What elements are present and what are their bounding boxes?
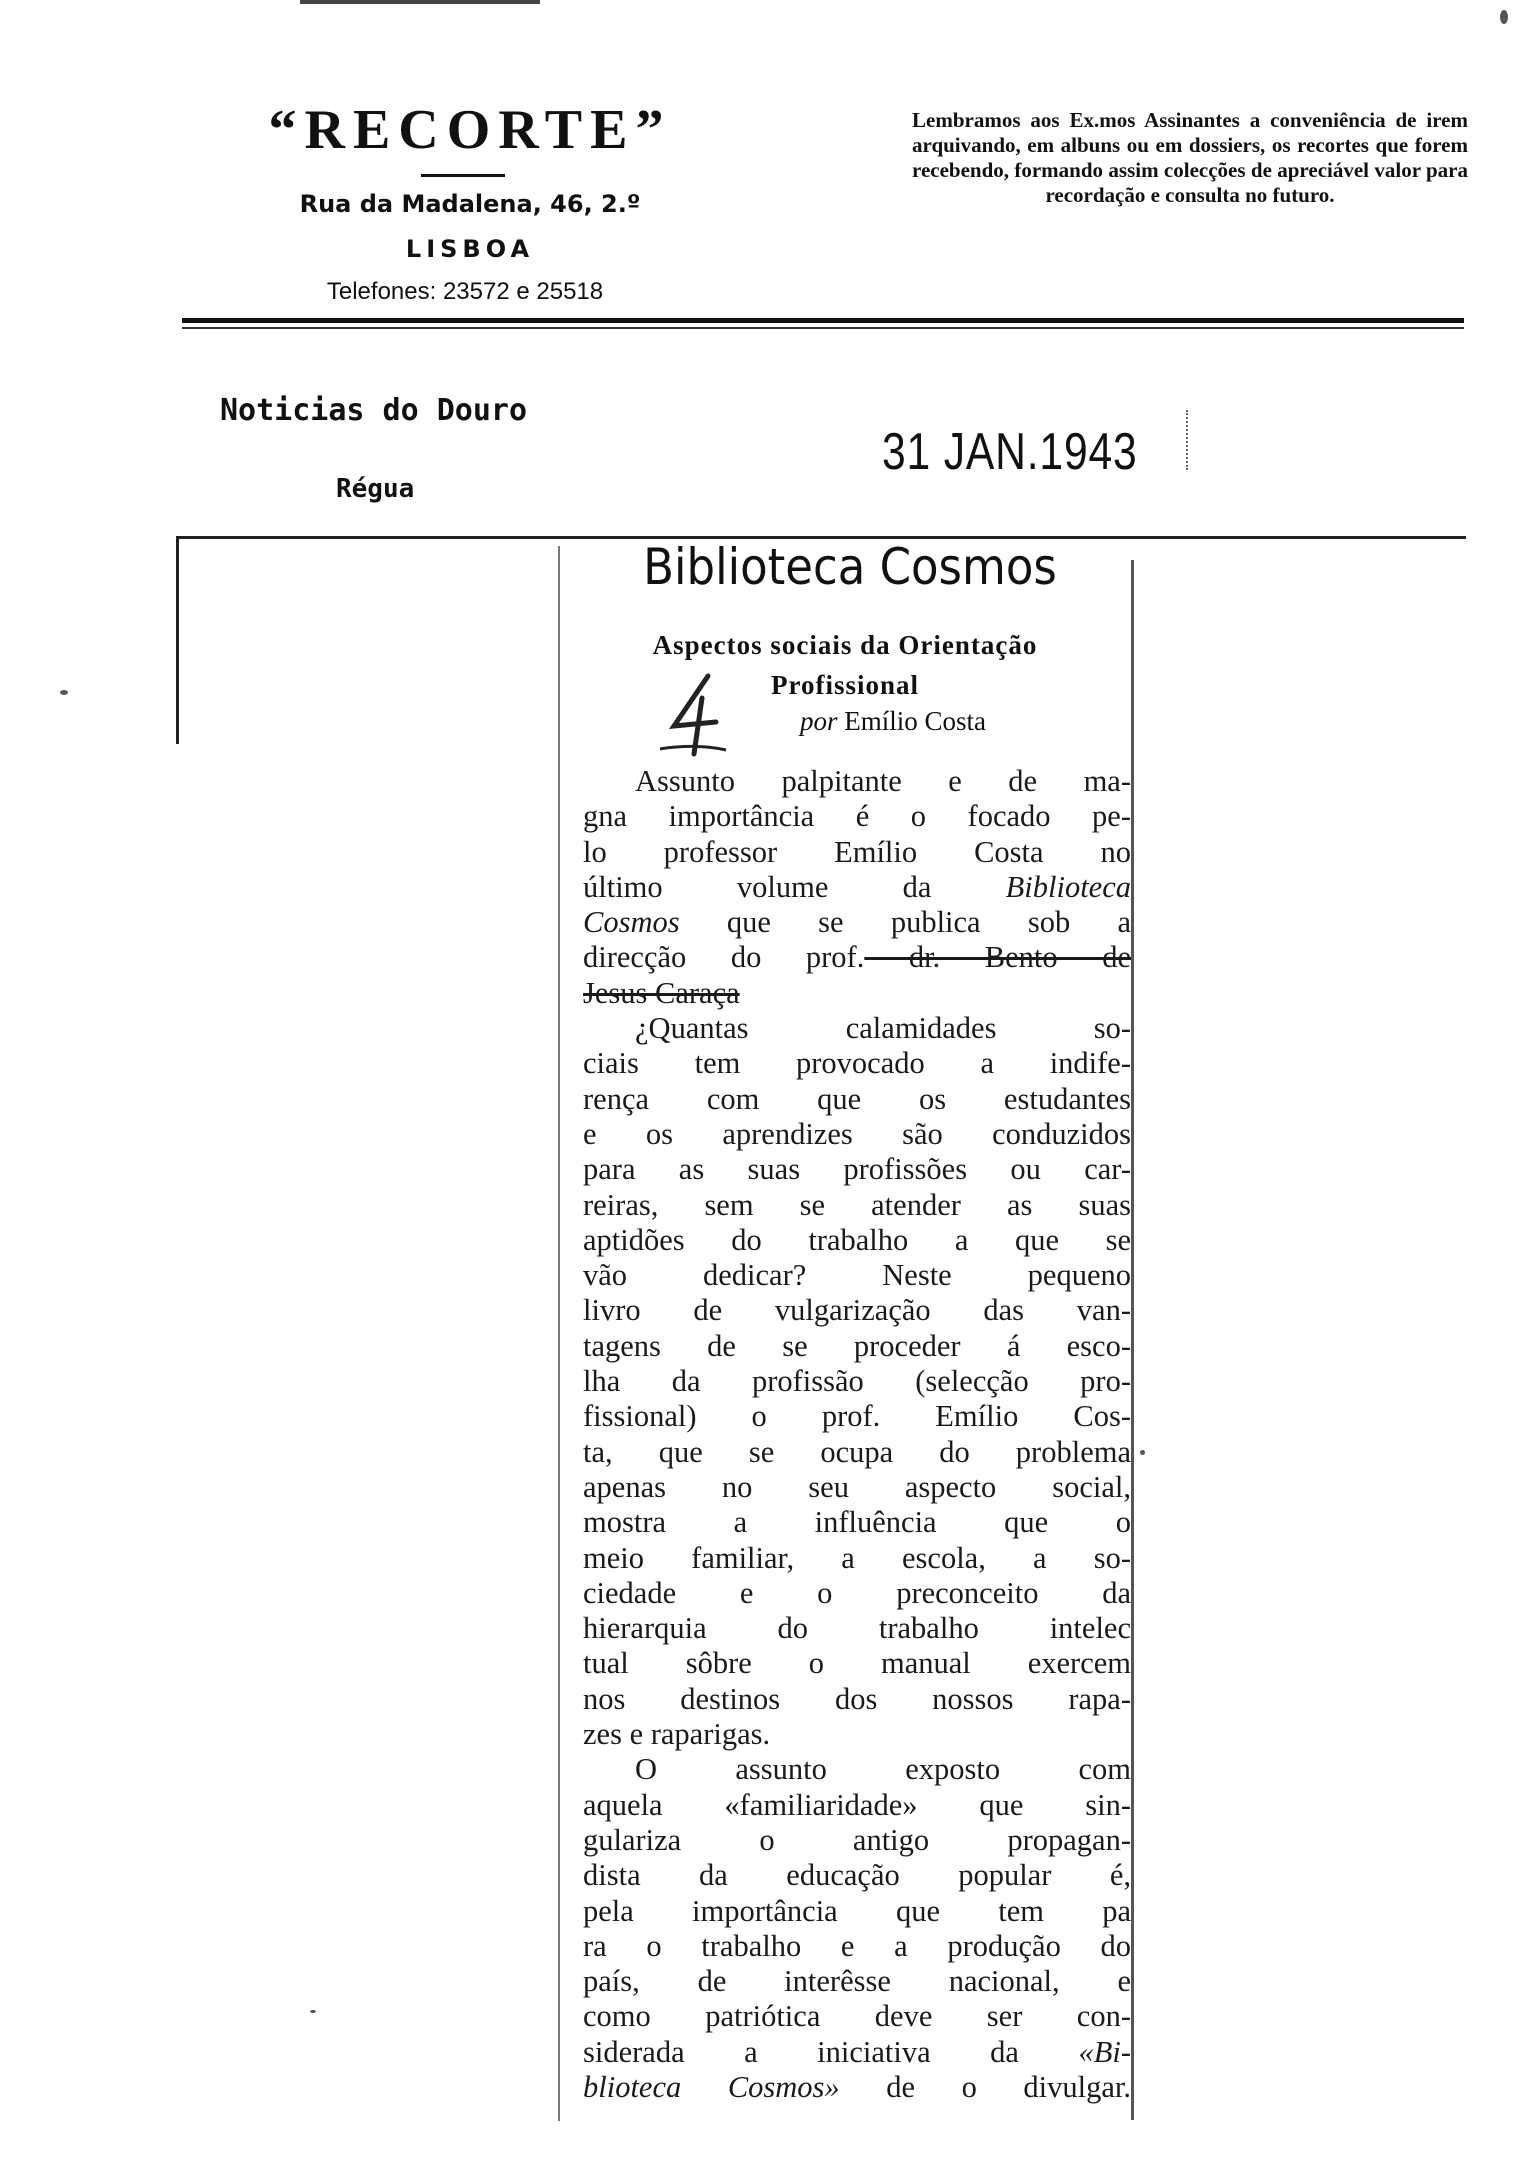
article-line <box>583 1999 1131 2034</box>
date-stamp-mark <box>1186 410 1194 470</box>
article-line-segment: Assunto palpitante e de ma- <box>635 764 1131 798</box>
article-line <box>583 1823 1131 1858</box>
article-line <box>583 1470 1131 1505</box>
clipping-edge-right <box>1131 560 1134 2120</box>
author-prefix: por <box>800 706 838 736</box>
article-line <box>583 1752 1131 1787</box>
author-name: Emílio Costa <box>844 706 987 736</box>
article-author <box>800 706 986 737</box>
date-stamp: 31 JAN.1943 <box>882 423 1138 481</box>
article-line-segment: hierarquia do trabalho intelec <box>583 1611 1131 1646</box>
header-rule-thin <box>182 327 1464 329</box>
article-line-segment: meio familiar, a escola, a so- <box>583 1540 1131 1575</box>
article-line <box>583 1011 1131 1046</box>
article-line-segment: vão dedicar? Neste pequeno <box>583 1258 1131 1293</box>
article-line <box>583 1329 1131 1364</box>
scan-speck <box>1140 1450 1145 1455</box>
article-line <box>583 976 1131 1011</box>
article-line <box>583 1152 1131 1187</box>
article-line <box>583 1682 1131 1717</box>
clipping-edge-left <box>558 546 560 2121</box>
article-line-segment: livro de vulgarização das van- <box>583 1293 1131 1328</box>
scan-speck <box>300 0 540 4</box>
article-line-segment: blioteca Cosmos» <box>583 2069 840 2104</box>
article-line-segment: apenas no seu aspecto social, <box>583 1469 1131 1504</box>
article-line <box>583 1364 1131 1399</box>
article-line-segment: país, de interêsse nacional, e <box>583 1964 1131 1999</box>
article-line <box>583 1435 1131 1470</box>
article-line-segment: como patriótica deve ser con- <box>583 1999 1131 2034</box>
article-line <box>583 1964 1131 1999</box>
article-subtitle-line: Aspectos sociais da Orientação <box>652 630 1038 660</box>
article-line-segment: de o divulgar. <box>839 2069 1131 2104</box>
article-line <box>583 2035 1131 2070</box>
article-line-segment: gulariza o antigo propagan- <box>583 1822 1131 1857</box>
article-line-segment: rença com que os estudantes <box>583 1081 1131 1116</box>
article-line <box>583 1858 1131 1893</box>
article-line <box>583 764 1131 799</box>
article-line-segment: Cosmos <box>583 905 680 940</box>
article-title: Biblioteca Cosmos <box>643 538 1057 596</box>
article-line-segment <box>931 870 1005 904</box>
agency-address: Rua da Madalena, 46, 2.º <box>299 190 641 218</box>
scan-speck <box>1500 10 1508 24</box>
agency-city: LISBOA <box>405 235 535 263</box>
article-body <box>583 764 1131 2105</box>
handwritten-number-mark <box>660 670 730 760</box>
article-line-segment: O assunto exposto com <box>635 1752 1131 1787</box>
article-line-segment: último volume da <box>583 869 932 904</box>
article-line-segment: que se publica sob a <box>679 905 1131 940</box>
article-line-segment: Biblioteca <box>1005 869 1132 904</box>
article-line-segment: mostra a influência que o <box>583 1505 1131 1540</box>
article-line <box>583 1399 1131 1434</box>
article-line-segment: dista da educação popular é, <box>583 1858 1131 1893</box>
article-line <box>583 835 1131 870</box>
article-line <box>583 940 1131 975</box>
article-line-segment: zes e raparigas. <box>583 1717 771 1752</box>
article-line-segment: aquela «familiaridade» que sin- <box>583 1787 1131 1822</box>
scan-speck <box>310 2010 316 2013</box>
article-line-segment: aptidões do trabalho a que se <box>583 1222 1131 1257</box>
article-line <box>583 1929 1131 1964</box>
article-line <box>583 1894 1131 1929</box>
article-line <box>583 1646 1131 1681</box>
article-line-segment: ta, que se ocupa do problema <box>583 1434 1131 1469</box>
article-line <box>583 1082 1131 1117</box>
publication-place: Régua <box>336 474 415 504</box>
publication-name: Noticias do Douro <box>220 393 528 428</box>
article-subtitle-line: Profissional <box>770 670 919 700</box>
subscriber-note: Lembramos aos Ex.mos Assinantes a conveniência de irem arquivando, em albuns ou em dossiers, os recortes que forem recebendo, formando assim colecções de apreciável valor para recordação e consulta no futuro. <box>912 108 1468 207</box>
article-line-segment: ra o trabalho e a produção do <box>583 1928 1131 1963</box>
article-line-segment: reiras, sem se atender as suas <box>583 1187 1131 1222</box>
brand-title: “RECORTE” <box>268 99 672 161</box>
agency-phones: Telefones: 23572 e 25518 <box>326 278 604 305</box>
brand-divider <box>421 174 505 177</box>
article-line-segment: lha da profissão (selecção pro- <box>583 1364 1131 1399</box>
article-line-segment <box>1019 2035 1079 2069</box>
article-line <box>583 1117 1131 1152</box>
article-line <box>583 1046 1131 1081</box>
article-line-segment: ciais tem provocado a indife- <box>583 1046 1131 1081</box>
article-line <box>583 799 1131 834</box>
article-line <box>583 1223 1131 1258</box>
article-line-segment: direcção do prof. <box>583 940 865 975</box>
article-line-segment: ¿Quantas calamidades so- <box>635 1011 1131 1046</box>
article-line <box>583 1717 1131 1752</box>
article-line-segment: «Bi- <box>1078 2034 1131 2069</box>
article-line-segment: ciedade e o preconceito da <box>583 1575 1131 1610</box>
article-line-segment: tual sôbre o manual exercem <box>583 1646 1131 1681</box>
article-line-segment: lo professor Emílio Costa no <box>583 834 1131 869</box>
article-line-segment: dr. Bento de <box>864 940 1132 975</box>
article-line-segment: tagens de se proceder á esco- <box>583 1328 1131 1363</box>
clipping-frame-left <box>176 536 179 744</box>
handwritten-number: 4 <box>660 670 661 671</box>
scan-speck <box>60 690 68 695</box>
article-line <box>583 1293 1131 1328</box>
article-line-segment: nos destinos dos nossos rapa- <box>583 1681 1131 1716</box>
article-line-segment: para as suas profissões ou car- <box>583 1152 1131 1187</box>
article-line <box>583 1541 1131 1576</box>
article-line-segment: siderada a iniciativa da <box>583 2034 1019 2069</box>
article-line <box>583 1611 1131 1646</box>
article-line-segment: Jesus Caraça <box>583 975 740 1010</box>
article-line <box>583 905 1131 940</box>
article-line-segment: pela importância que tem pa <box>583 1893 1131 1928</box>
article-line-segment: gna importância é o focado pe- <box>583 799 1131 834</box>
article-line-segment: fissional) o prof. Emílio Cos- <box>583 1399 1131 1434</box>
article-subtitle <box>560 625 1130 705</box>
article-line <box>583 1576 1131 1611</box>
article-line <box>583 1188 1131 1223</box>
article-line <box>583 2070 1131 2105</box>
article-line-segment: e os aprendizes são conduzidos <box>583 1116 1131 1151</box>
article-line <box>583 1505 1131 1540</box>
article-line <box>583 1258 1131 1293</box>
header-rule <box>182 318 1464 323</box>
article-line <box>583 870 1131 905</box>
article-line <box>583 1788 1131 1823</box>
